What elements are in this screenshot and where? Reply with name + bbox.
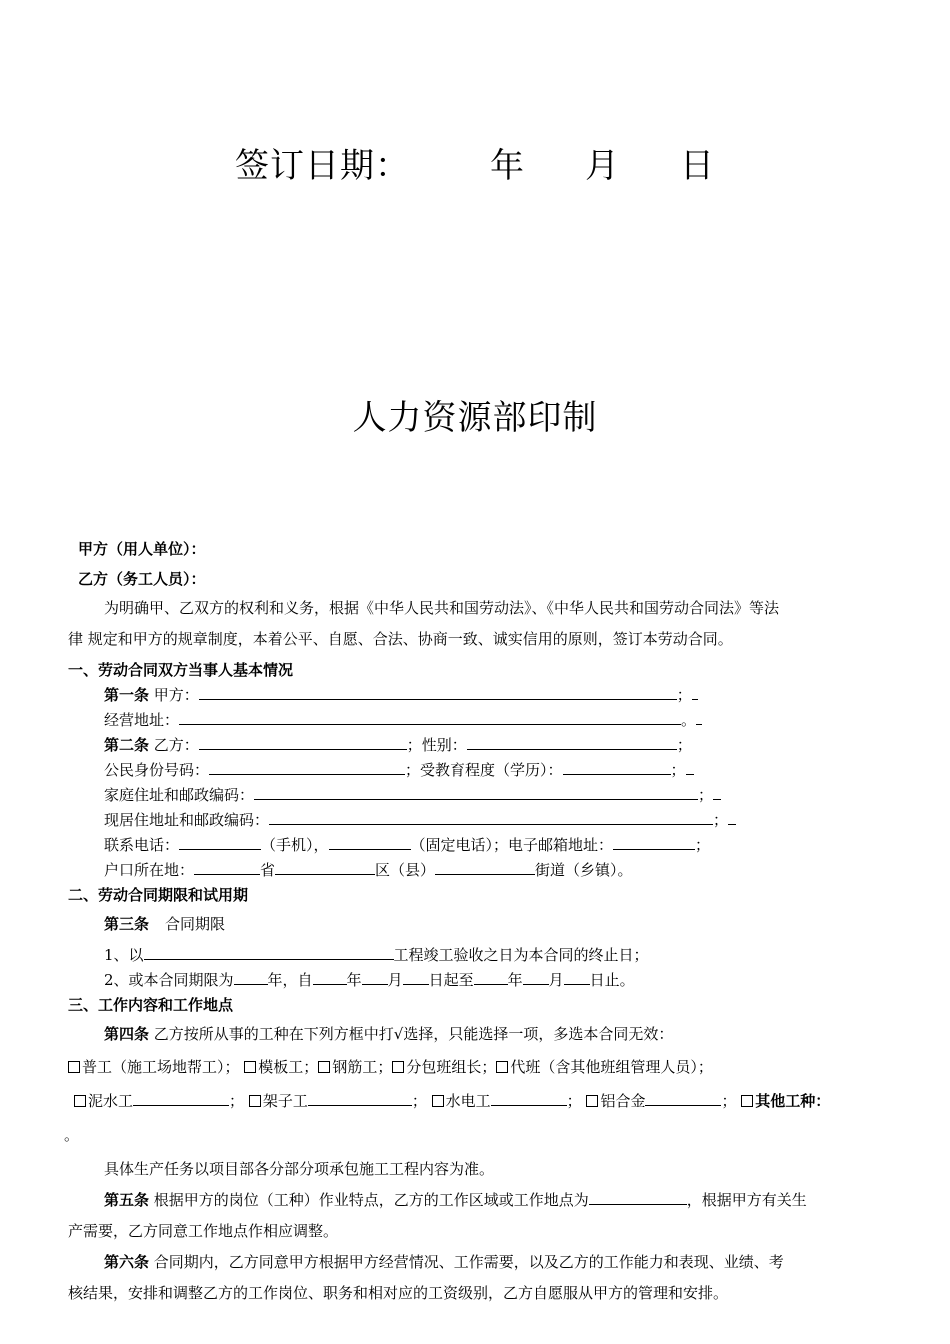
street-label: 街道（乡镇）。 <box>535 861 633 879</box>
party-b-name-blank[interactable] <box>199 734 407 750</box>
punct: ； <box>713 811 729 829</box>
punct: ； <box>676 736 692 754</box>
sign-date-label: 签订日期： <box>235 146 410 186</box>
party-b-label: 乙方（务工人员）： <box>78 570 206 588</box>
gender-blank[interactable] <box>467 734 677 750</box>
term-2-from: 年，自 <box>267 971 313 989</box>
job-formwork: 模板工； <box>258 1058 319 1076</box>
business-address-row <box>104 709 702 731</box>
home-address-row <box>104 784 721 806</box>
work-location-blank[interactable] <box>589 1189 687 1205</box>
job-subcontract-lead: 分包班组长； <box>406 1058 497 1076</box>
year-label: 年 <box>346 971 362 989</box>
term-2-prefix: 2、或本合同期限为 <box>104 971 234 989</box>
job-mason: 泥水工 <box>88 1092 134 1110</box>
article-1-label: 第一条 <box>104 686 150 704</box>
province-label: 省 <box>260 861 276 879</box>
start-month-blank[interactable] <box>362 969 388 985</box>
checkbox-plumber[interactable] <box>432 1095 444 1107</box>
job-general-worker: 普工（施工场地帮工）； <box>82 1058 240 1076</box>
printed-by: 人力资源部印制 <box>352 398 598 438</box>
punct: ； <box>411 1092 427 1110</box>
end-month-blank[interactable] <box>523 969 549 985</box>
aluminum-blank[interactable] <box>645 1090 721 1106</box>
job-scaffolder: 架子工 <box>262 1092 308 1110</box>
mobile-blank[interactable] <box>179 834 261 850</box>
punct: ； <box>676 686 692 704</box>
mason-blank[interactable] <box>133 1090 229 1106</box>
punct: 。 <box>681 711 697 729</box>
start-year-blank[interactable] <box>313 969 347 985</box>
section-3-title: 三、工作内容和工作地点 <box>68 996 234 1014</box>
intro-line-2: 律 规定和甲方的规章制度，本着公平、自愿、合法、协商一致、诚实信用的原则，签订本劳动合同。 <box>68 630 733 648</box>
term-option-1 <box>104 944 649 966</box>
intro-line-1: 为明确甲、乙双方的权利和义务，根据《中华人民共和国劳动法》、《中华人民共和国劳动合同法》等法 <box>104 599 780 617</box>
job-plumber: 水电工 <box>445 1092 491 1110</box>
id-number-blank[interactable] <box>209 759 405 775</box>
article-5-text-a: 根据甲方的岗位（工种）作业特点，乙方的工作区域或工作地点为 <box>149 1191 589 1209</box>
job-rebar: 钢筋工； <box>332 1058 393 1076</box>
article-3-text: 合同期限 <box>165 915 226 933</box>
month-label: 月 <box>548 971 564 989</box>
gender-label: ；性别： <box>406 736 467 754</box>
article-6-text-a: 合同期内，乙方同意甲方根据甲方经营情况、工作需要，以及乙方的工作能力和表现、业绩、考 <box>149 1253 784 1271</box>
job-options-row-2 <box>74 1090 830 1112</box>
article-2-text: 乙方： <box>149 736 199 754</box>
start-day-blank[interactable] <box>403 969 429 985</box>
article-4-text: 乙方按所从事的工种在下列方框中打√选择，只能选择一项，多选本合同无效： <box>149 1025 674 1043</box>
checkbox-subcontract-lead[interactable] <box>392 1061 404 1073</box>
party-a-name-blank[interactable] <box>199 684 677 700</box>
year-label: 年 <box>490 146 525 186</box>
hukou-label: 户口所在地： <box>104 861 195 879</box>
month-label: 月 <box>585 146 620 186</box>
job-aluminum: 铝合金 <box>600 1092 646 1110</box>
article-6-line-1 <box>104 1251 784 1273</box>
checkbox-mason[interactable] <box>74 1095 86 1107</box>
landline-blank[interactable] <box>329 834 411 850</box>
education-blank[interactable] <box>563 759 671 775</box>
checkbox-aluminum[interactable] <box>586 1095 598 1107</box>
article-5-line-1 <box>104 1189 807 1211</box>
checkbox-other[interactable] <box>741 1095 753 1107</box>
section-1-title: 一、劳动合同双方当事人基本情况 <box>68 661 294 679</box>
day-label: 日 <box>680 146 715 186</box>
district-label: 区（县） <box>375 861 436 879</box>
province-blank[interactable] <box>275 859 375 875</box>
article-1-text: 甲方： <box>149 686 199 704</box>
checkbox-acting-lead[interactable] <box>496 1061 508 1073</box>
punct: ； <box>695 836 711 854</box>
day-to-label: 日起至 <box>428 971 474 989</box>
end-year-blank[interactable] <box>474 969 508 985</box>
punct: ； <box>566 1092 582 1110</box>
scaffolder-blank[interactable] <box>308 1090 412 1106</box>
job-acting-lead: 代班（含其他班组管理人员）； <box>510 1058 713 1076</box>
hukou-city-blank[interactable] <box>194 859 260 875</box>
article-6-line-2: 核结果，安排和调整乙方的工作岗位、职务和相对应的工资级别，乙方自愿服从甲方的管理和安排。 <box>68 1284 729 1302</box>
phone-row <box>104 834 710 856</box>
period-mark: 。 <box>64 1126 80 1144</box>
current-address-row <box>104 809 736 831</box>
id-education-row <box>104 759 694 781</box>
checkbox-scaffolder[interactable] <box>249 1095 261 1107</box>
education-label: ；受教育程度（学历）： <box>405 761 563 779</box>
article-4 <box>104 1023 673 1045</box>
landline-label: （固定电话）；电子邮箱地址： <box>410 836 614 854</box>
punct: ； <box>721 1092 737 1110</box>
day-end-label: 日止。 <box>589 971 635 989</box>
current-address-blank[interactable] <box>269 809 713 825</box>
hukou-row <box>104 859 633 881</box>
term-option-2 <box>104 969 635 991</box>
article-2-label: 第二条 <box>104 736 150 754</box>
article-3 <box>104 913 225 935</box>
checkbox-formwork[interactable] <box>244 1061 256 1073</box>
term-1-suffix: 工程竣工验收之日为本合同的终止日； <box>393 946 649 964</box>
punct: ； <box>670 761 686 779</box>
article-2 <box>104 734 692 756</box>
term-1-prefix: 1、以 <box>104 946 144 964</box>
project-name-blank[interactable] <box>144 944 394 960</box>
article-4-label: 第四条 <box>104 1025 150 1043</box>
years-blank[interactable] <box>234 969 268 985</box>
year-label: 年 <box>507 971 523 989</box>
checkbox-general-worker[interactable] <box>68 1061 80 1073</box>
month-label: 月 <box>387 971 403 989</box>
plumber-blank[interactable] <box>491 1090 567 1106</box>
checkbox-rebar[interactable] <box>318 1061 330 1073</box>
mobile-label: （手机）， <box>261 836 329 854</box>
article-6-label: 第六条 <box>104 1253 150 1271</box>
business-address-label: 经营地址： <box>104 711 180 729</box>
article-5-text-b: ，根据甲方有关生 <box>686 1191 807 1209</box>
home-address-label: 家庭住址和邮政编码： <box>104 786 255 804</box>
home-address-blank[interactable] <box>254 784 698 800</box>
end-day-blank[interactable] <box>564 969 590 985</box>
section-2-title: 二、劳动合同期限和试用期 <box>68 886 249 904</box>
article-5-label: 第五条 <box>104 1191 150 1209</box>
article-3-label: 第三条 <box>104 915 150 933</box>
phone-label: 联系电话： <box>104 836 180 854</box>
id-number-label: 公民身份号码： <box>104 761 210 779</box>
tasks-note: 具体生产任务以项目部各分部分项承包施工工程内容为准。 <box>104 1160 495 1178</box>
punct: ； <box>229 1092 245 1110</box>
email-blank[interactable] <box>613 834 695 850</box>
party-a-label: 甲方（用人单位）： <box>78 540 206 558</box>
article-1 <box>104 684 698 706</box>
job-options-row-1 <box>68 1056 713 1078</box>
job-other: 其他工种： <box>755 1092 831 1110</box>
punct: ； <box>698 786 714 804</box>
business-address-blank[interactable] <box>179 709 681 725</box>
sign-date-line <box>0 138 950 187</box>
article-5-line-2: 产需要，乙方同意工作地点作相应调整。 <box>68 1222 339 1240</box>
current-address-label: 现居住地址和邮政编码： <box>104 811 270 829</box>
district-blank[interactable] <box>435 859 535 875</box>
